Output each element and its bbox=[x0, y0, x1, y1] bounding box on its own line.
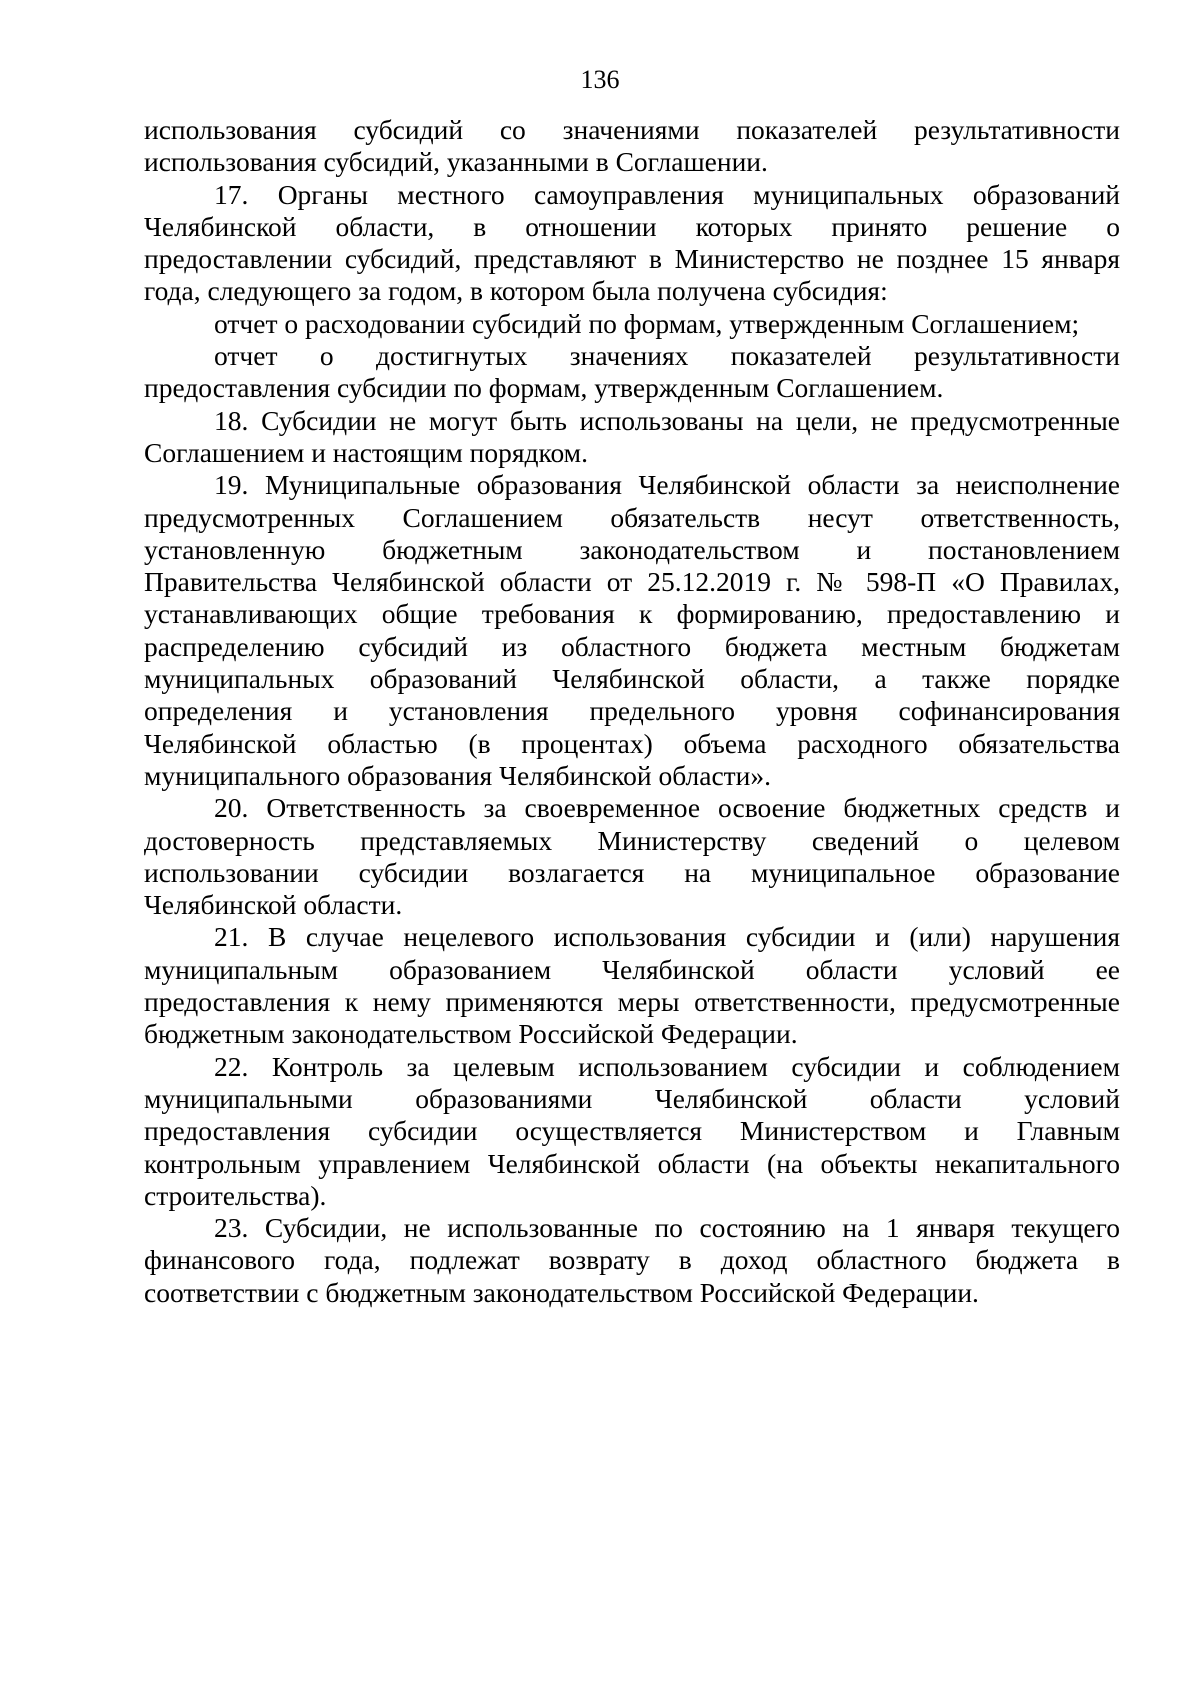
text-line: отчет о достигнутых значениях показателей результативности bbox=[214, 340, 1120, 372]
text-line: бюджетным законодательством Российской Федерации. bbox=[144, 1018, 798, 1050]
text-line: 21. В случае нецелевого использования субсидии и (или) нарушения bbox=[214, 921, 1120, 953]
text-line: Соглашением и настоящим порядком. bbox=[144, 436, 588, 468]
text-line: использовании субсидии возлагается на муниципальное образование bbox=[144, 856, 1120, 888]
paragraph-p21 bbox=[144, 921, 1120, 1050]
text-line: финансового года, подлежат возврату в доход областного бюджета в bbox=[144, 1244, 1120, 1276]
text-line: муниципальных образований Челябинской области, а также порядке bbox=[144, 663, 1120, 695]
text-line: предусмотренных Соглашением обязательств несут ответственность, bbox=[144, 501, 1120, 533]
paragraph-p22 bbox=[144, 1051, 1120, 1212]
paragraph-p19 bbox=[144, 469, 1120, 792]
text-line: года, следующего за годом, в котором была получена субсидия: bbox=[144, 275, 888, 307]
paragraph-p17 bbox=[144, 179, 1120, 308]
paragraph-p17-a bbox=[144, 308, 1120, 340]
text-line: определения и установления предельного уровня софинансирования bbox=[144, 695, 1120, 727]
document-body bbox=[144, 114, 1120, 1309]
text-line: распределению субсидий из областного бюджета местным бюджетам bbox=[144, 630, 1120, 662]
text-line: 19. Муниципальные образования Челябинской области за неисполнение bbox=[214, 469, 1120, 501]
page-number: 136 bbox=[580, 65, 620, 94]
text-line: 20. Ответственность за своевременное освоение бюджетных средств и bbox=[214, 792, 1120, 824]
text-line: 18. Субсидии не могут быть использованы на цели, не предусмотренные bbox=[214, 404, 1120, 436]
paragraph-p-cont bbox=[144, 114, 1120, 179]
text-line: 22. Контроль за целевым использованием субсидии и соблюдением bbox=[214, 1050, 1120, 1082]
text-line: использования субсидий со значениями показателей результативности bbox=[144, 114, 1120, 145]
text-line: предоставления к нему применяются меры ответственности, предусмотренные bbox=[144, 986, 1120, 1018]
text-line: устанавливающих общие требования к формированию, предоставлению и bbox=[144, 598, 1120, 630]
paragraph-p20 bbox=[144, 792, 1120, 921]
text-line: достоверность представляемых Министерству сведений о целевом bbox=[144, 824, 1120, 856]
text-line: предоставления субсидии осуществляется Министерством и Главным bbox=[144, 1115, 1120, 1147]
text-line: Правительства Челябинской области от 25.12.2019 г. № 598-П «О Правилах, bbox=[144, 566, 1120, 598]
text-line: строительства). bbox=[144, 1179, 327, 1211]
text-line: 17. Органы местного самоуправления муниципальных образований bbox=[214, 178, 1120, 210]
text-line: отчет о расходовании субсидий по формам, утвержденным Соглашением; bbox=[214, 307, 1080, 339]
text-line: муниципальным образованием Челябинской области условий ее bbox=[144, 953, 1120, 985]
paragraph-p23 bbox=[144, 1212, 1120, 1309]
paragraph-p18 bbox=[144, 405, 1120, 470]
text-line: Челябинской области, в отношении которых принято решение о bbox=[144, 210, 1120, 242]
text-line: предоставления субсидии по формам, утвержденным Соглашением. bbox=[144, 372, 944, 404]
text-line: установленную бюджетным законодательством и постановлением bbox=[144, 533, 1120, 565]
text-line: контрольным управлением Челябинской области (на объекты некапитального bbox=[144, 1147, 1120, 1179]
text-line: Челябинской областью (в процентах) объема расходного обязательства bbox=[144, 727, 1120, 759]
text-line: 23. Субсидии, не использованные по состоянию на 1 января текущего bbox=[214, 1212, 1120, 1244]
text-line: соответствии с бюджетным законодательством Российской Федерации. bbox=[144, 1276, 979, 1308]
text-line: муниципального образования Челябинской области». bbox=[144, 759, 772, 791]
paragraph-p17-b bbox=[144, 340, 1120, 405]
text-line: муниципальными образованиями Челябинской области условий bbox=[144, 1082, 1120, 1114]
text-line: Челябинской области. bbox=[144, 889, 403, 921]
text-line: предоставлении субсидий, представляют в Министерство не позднее 15 января bbox=[144, 243, 1120, 275]
text-line: использования субсидий, указанными в Соглашении. bbox=[144, 146, 768, 178]
